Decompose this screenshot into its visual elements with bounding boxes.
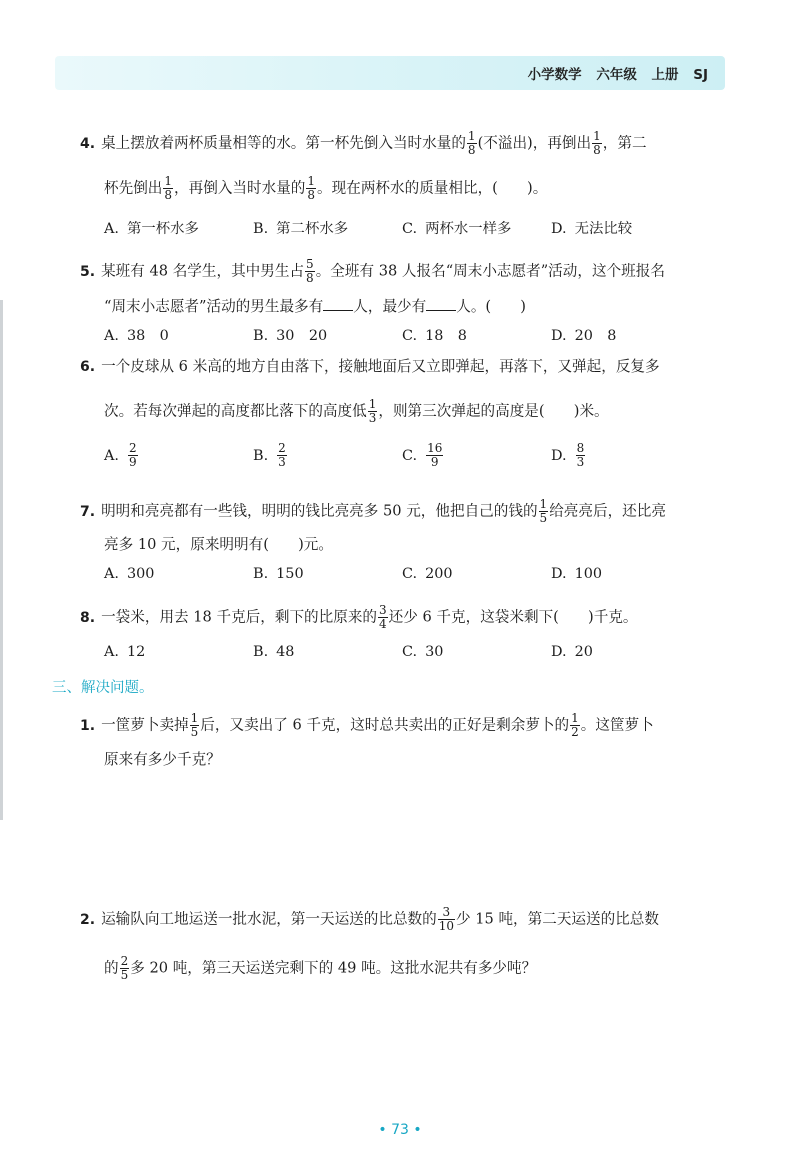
subject-label: 小学数学 — [527, 67, 582, 83]
fraction: $\frac{16}{9}$ — [427, 441, 443, 469]
question-text: 。这筐萝卜 — [580, 716, 654, 734]
fraction: $\frac{1}{8}$ — [164, 174, 173, 202]
question-7-line-2 — [104, 535, 333, 555]
question-text: 一个皮球从 6 米高的地方自由落下，接触地面后又立即弹起，再落下，又弹起，反复多 — [101, 358, 660, 375]
question-text: 。全班有 38 人报名“周末小志愿者”活动，这个班报名 — [315, 262, 665, 280]
option-d[interactable]: D. 无法比较 — [551, 221, 633, 237]
question-text: 后，又卖出了 6 千克，这时总共卖出的正好是剩余萝卜的 — [200, 716, 570, 734]
question-number: 6. — [80, 359, 96, 375]
question-5-line-1 — [80, 258, 665, 285]
question-text: 原来有多少千克？ — [104, 751, 221, 768]
option-a[interactable]: A. $\frac{2}{9}$ — [104, 441, 137, 469]
option-d[interactable]: D. 20 8 — [551, 328, 617, 344]
question-text: “周末小志愿者”活动的男生最多有 — [104, 298, 324, 315]
fraction: $\frac{3}{10}$ — [438, 905, 455, 933]
option-b[interactable]: B. $\frac{2}{3}$ — [253, 441, 286, 469]
question-text: (不溢出)，再倒出 — [477, 134, 592, 152]
question-text: 亮多 10 元，原来明明有( )元。 — [104, 536, 333, 553]
question-text: ，再倒入当时水量的 — [174, 179, 306, 197]
option-c[interactable]: C. 18 8 — [402, 328, 467, 344]
answer-area[interactable] — [104, 990, 724, 1100]
fraction: $\frac{1}{5}$ — [190, 711, 199, 739]
answer-blank[interactable] — [426, 296, 456, 311]
question-4-line-2 — [104, 175, 547, 202]
question-text: 。现在两杯水的质量相比，( )。 — [317, 179, 548, 197]
option-b[interactable]: B. 150 — [253, 566, 304, 582]
problem-2-line-2 — [104, 955, 536, 982]
answer-blank[interactable] — [323, 296, 353, 311]
fraction: $\frac{5}{8}$ — [306, 257, 314, 285]
option-b[interactable]: B. 48 — [253, 644, 295, 660]
option-a[interactable]: A. 12 — [104, 644, 146, 660]
question-text: 给亮亮后，还比亮 — [549, 502, 666, 520]
option-d[interactable]: D. 20 — [551, 644, 593, 660]
question-text: 人，最少有 — [353, 298, 427, 315]
problem-1-line-1 — [80, 712, 654, 739]
question-number: 8. — [80, 609, 96, 626]
fraction: $\frac{2}{5}$ — [120, 954, 129, 982]
book-header — [528, 63, 708, 83]
option-d[interactable]: D. 100 — [551, 566, 603, 582]
page-edge-shadow — [0, 300, 3, 820]
question-text: 一筐萝卜卖掉 — [101, 716, 189, 734]
fraction: $\frac{1}{2}$ — [571, 711, 579, 739]
fraction: $\frac{1}{5}$ — [539, 497, 548, 525]
question-6-line-1 — [80, 357, 660, 377]
question-text: ，则第三次弹起的高度是( )米。 — [378, 402, 609, 420]
question-number: 2. — [80, 911, 96, 928]
question-text: 的 — [104, 959, 119, 977]
question-number: 4. — [80, 135, 96, 152]
question-number: 1. — [80, 717, 96, 734]
question-text: 还少 6 千克，这袋米剩下( )千克。 — [388, 608, 638, 626]
question-number: 5. — [80, 263, 96, 280]
question-number: 7. — [80, 503, 96, 520]
edition-label: SJ — [693, 67, 708, 83]
fraction: $\frac{1}{3}$ — [368, 397, 377, 425]
option-c[interactable]: C. 两杯水一样多 — [402, 221, 512, 237]
option-c[interactable]: C. 200 — [402, 566, 453, 582]
option-c[interactable]: C. 30 — [402, 644, 444, 660]
section-heading: 三、解决问题。 — [52, 680, 154, 696]
option-a[interactable]: A. 38 0 — [104, 328, 169, 344]
option-a[interactable]: A. 300 — [104, 566, 155, 582]
fraction: $\frac{2}{9}$ — [128, 441, 137, 469]
fraction: $\frac{8}{3}$ — [576, 441, 585, 469]
question-7-line-1 — [80, 498, 666, 525]
question-8-line-1 — [80, 604, 638, 631]
question-text: 运输队向工地运送一批水泥，第一天运送的比总数的 — [101, 910, 437, 928]
question-text: 次。若每次弹起的高度都比落下的高度低 — [104, 402, 367, 420]
option-c[interactable]: C. $\frac{16}{9}$ — [402, 441, 443, 469]
question-6-line-2 — [104, 398, 609, 425]
volume-label: 上册 — [651, 67, 679, 83]
option-b[interactable]: B. 30 20 — [253, 328, 328, 344]
question-text: 人。( ) — [456, 298, 526, 315]
fraction: $\frac{1}{8}$ — [593, 129, 601, 157]
grade-label: 六年级 — [596, 67, 637, 83]
problem-1-line-2 — [104, 750, 221, 770]
question-text: 多 20 吨，第三天运送完剩下的 49 吨。这批水泥共有多少吨？ — [130, 959, 537, 977]
question-text: 一袋米，用去 18 千克后，剩下的比原来的 — [101, 608, 378, 626]
fraction: $\frac{1}{8}$ — [307, 174, 316, 202]
page-number: • 73 • — [378, 1122, 422, 1138]
option-d[interactable]: D. $\frac{8}{3}$ — [551, 441, 585, 469]
question-text: 少 15 吨，第二天运送的比总数 — [456, 910, 659, 928]
question-text: 某班有 48 名学生，其中男生占 — [101, 262, 305, 280]
question-text: 明明和亮亮都有一些钱，明明的钱比亮亮多 50 元，他把自己的钱的 — [101, 502, 538, 520]
question-text: ，第二 — [602, 134, 647, 152]
question-text: 桌上摆放着两杯质量相等的水。第一杯先倒入当时水量的 — [101, 134, 466, 152]
question-text: 杯先倒出 — [104, 179, 163, 197]
fraction: $\frac{1}{8}$ — [467, 129, 476, 157]
problem-2-line-1 — [80, 906, 659, 933]
question-4-line-1 — [80, 130, 647, 157]
fraction: $\frac{2}{3}$ — [278, 441, 286, 469]
answer-area[interactable] — [104, 780, 724, 890]
question-5-line-2 — [104, 296, 526, 317]
fraction: $\frac{3}{4}$ — [379, 603, 387, 631]
option-b[interactable]: B. 第二杯水多 — [253, 221, 349, 237]
option-a[interactable]: A. 第一杯水多 — [104, 221, 199, 237]
